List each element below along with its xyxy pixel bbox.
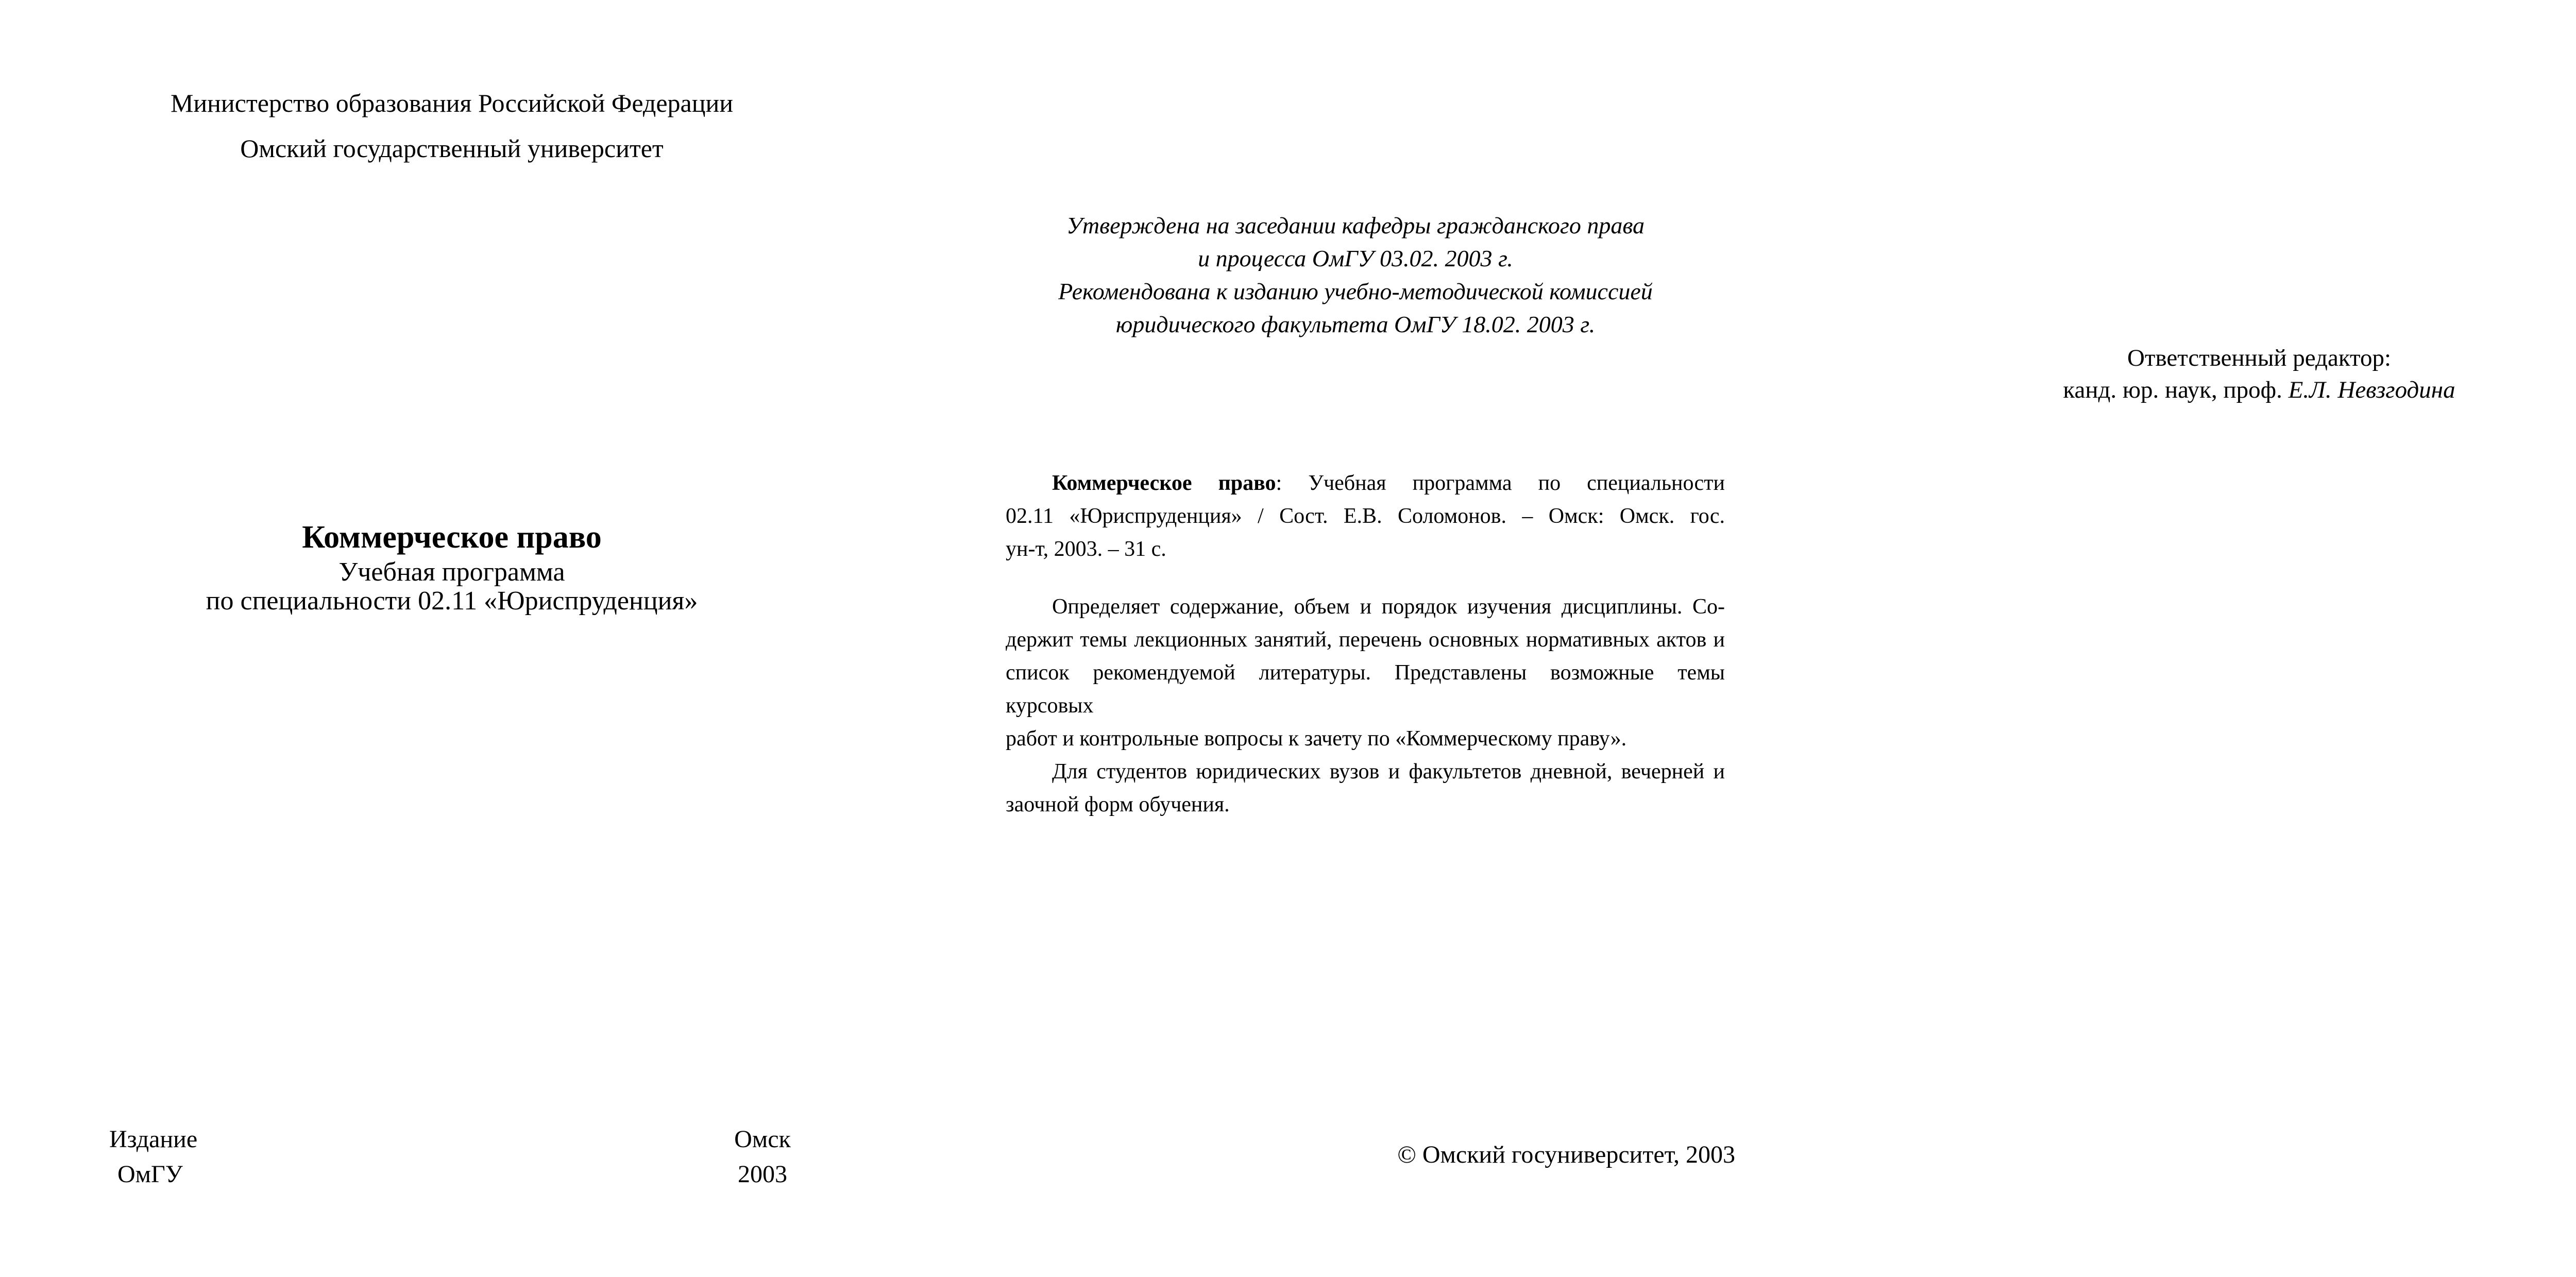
year: 2003: [738, 1161, 787, 1188]
approval-note-line2: и процесса ОмГУ 03.02. 2003 г.: [1198, 245, 1513, 271]
university-line: Омский государственный университет: [240, 134, 664, 163]
copyright-notice: © Омский госуниверситет, 2003: [1397, 1141, 1735, 1168]
bib-line1: [1006, 467, 1725, 500]
annotation-line3: список рекомендуемой литературы. Представлены возможные темы курсовых: [1006, 661, 1725, 718]
editor-name: Е.Л. Невзгодина: [2288, 377, 2455, 403]
specialty-line: по специальности 02.11 «Юриспруденция»: [206, 586, 698, 616]
recommendation-note-line1: Рекомендована к изданию учебно-методической комиссией: [1058, 278, 1653, 304]
city: Омск: [734, 1126, 791, 1153]
bib-title-lead: Коммерческое право: [1052, 471, 1276, 495]
ministry-line: Министерство образования Российской Федерации: [170, 89, 734, 117]
bib-line2: 02.11 «Юриспруденция» / Сост. Е.В. Соломонов. – Омск: Омск. гос.: [1006, 504, 1725, 528]
edition-org: ОмГУ: [117, 1161, 183, 1188]
annotation-line2: держит темы лекционных занятий, перечень основных нормативных актов и: [1006, 628, 1725, 652]
editor-heading: Ответственный редактор:: [2127, 345, 2392, 371]
approval-note-line1: Утверждена на заседании кафедры гражданского права: [1066, 212, 1645, 239]
editor-block: [1807, 342, 2576, 406]
approval-note: [904, 209, 1807, 275]
recommendation-note-line2: юридического факультета ОмГУ 18.02. 2003 г.: [1115, 311, 1596, 337]
left-page: [0, 0, 904, 1277]
annotation-paragraph: [1006, 590, 1725, 821]
edition-label: Издание: [109, 1126, 198, 1153]
audience-line1: Для студентов юридических вузов и факультетов дневной, вечерней и: [1052, 760, 1725, 784]
bib-line3: ун-т, 2003. – 31 с.: [1006, 537, 1166, 561]
annotation-line1: Определяет содержание, объем и порядок изучения дисциплины. Со-: [1052, 595, 1725, 619]
edition-block: [109, 1122, 197, 1192]
recommendation-note: [904, 275, 1807, 341]
editor-degree: канд. юр. наук, проф.: [2063, 377, 2289, 403]
annotation-line4: работ и контрольные вопросы к зачету по «Коммерческому праву».: [1006, 727, 1627, 751]
book-title: Коммерческое право: [302, 520, 602, 555]
bibliographic-record: [1006, 467, 1725, 566]
bib-line1-rest: : Учебная программа по специальности: [1276, 471, 1725, 495]
right-page: [904, 0, 2455, 1277]
audience-line2: заочной форм обучения.: [1006, 793, 1230, 816]
editor-name-line: [1807, 374, 2576, 406]
city-year-block: [688, 1122, 837, 1192]
book-subtitle: Учебная программа: [338, 557, 565, 587]
